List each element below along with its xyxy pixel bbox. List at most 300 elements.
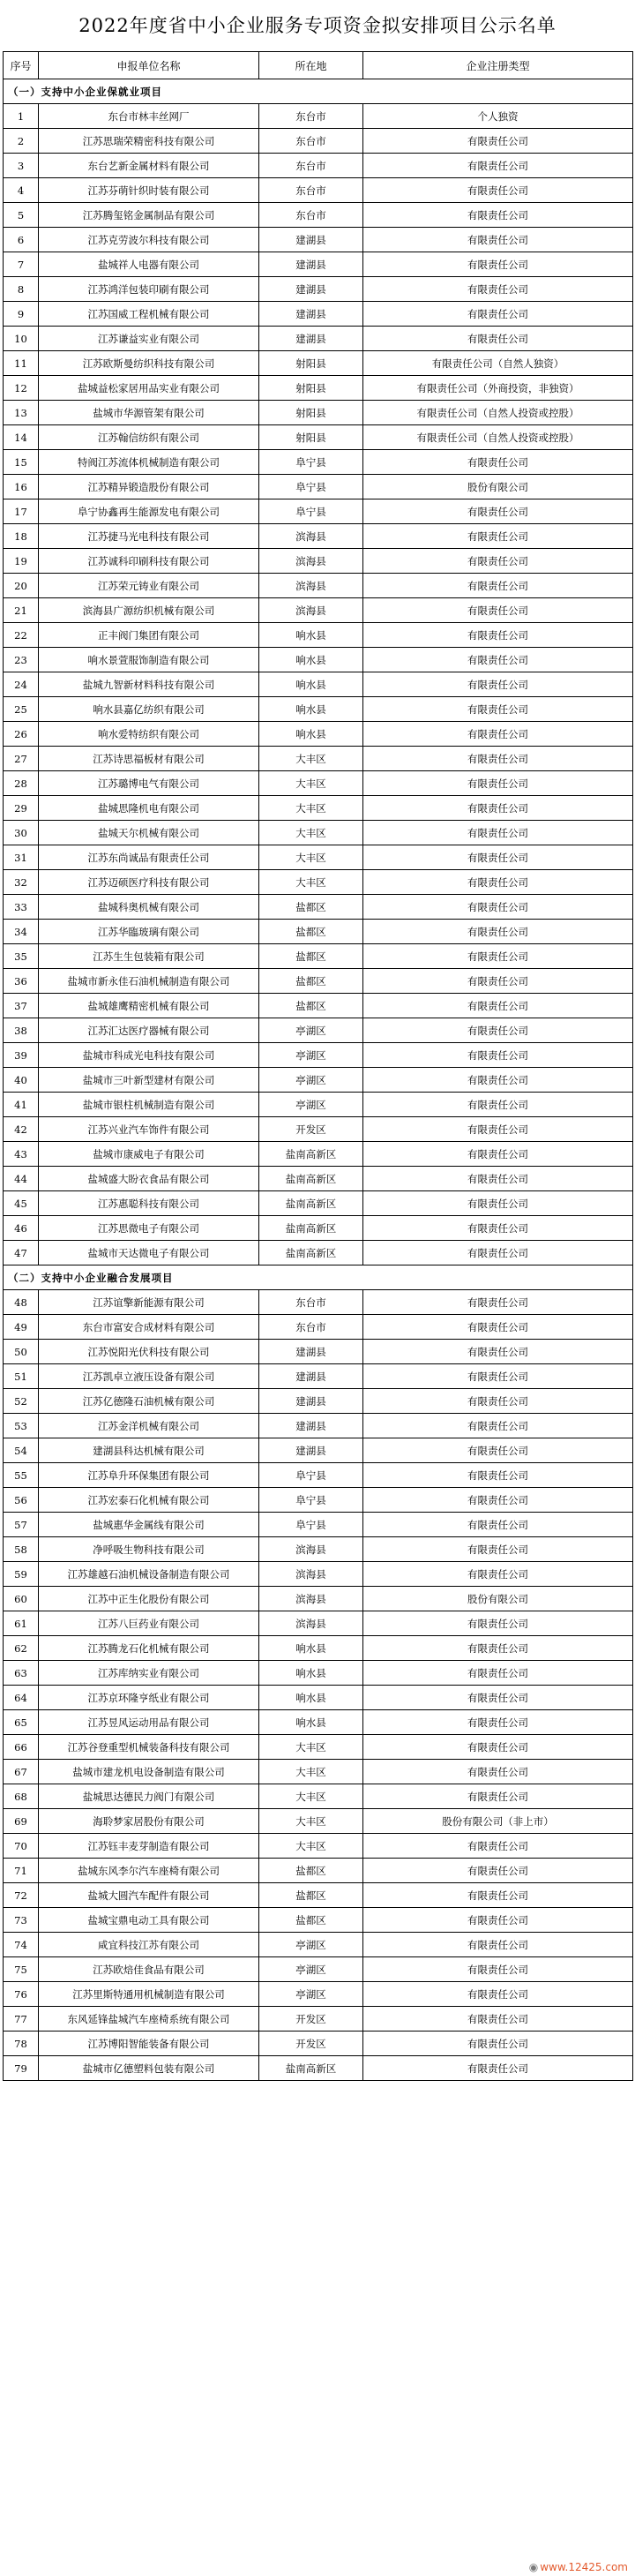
cell-location: 亭湖区 — [259, 1018, 363, 1043]
cell-location: 亭湖区 — [259, 1043, 363, 1068]
cell-type: 有限责任公司 — [363, 722, 633, 747]
table-row — [4, 1093, 633, 1117]
cell-seq: 58 — [4, 1537, 39, 1562]
cell-seq: 10 — [4, 327, 39, 351]
cell-company: 盐城益松家居用品实业有限公司 — [39, 376, 259, 401]
cell-company: 盐城雄鹰精密机械有限公司 — [39, 994, 259, 1018]
cell-company: 江苏中正生化股份有限公司 — [39, 1587, 259, 1611]
cell-seq: 25 — [4, 697, 39, 722]
cell-type: 有限责任公司 — [363, 1241, 633, 1265]
cell-company: 江苏腾玺铭金属制品有限公司 — [39, 203, 259, 228]
cell-location: 建湖县 — [259, 1389, 363, 1414]
cell-location: 东台市 — [259, 129, 363, 154]
table-row — [4, 1068, 633, 1093]
cell-type: 有限责任公司 — [363, 598, 633, 623]
cell-location: 大丰区 — [259, 1809, 363, 1834]
cell-location: 建湖县 — [259, 252, 363, 277]
cell-location: 响水县 — [259, 722, 363, 747]
cell-seq: 1 — [4, 104, 39, 129]
cell-company: 江苏雄越石油机械设备制造有限公司 — [39, 1562, 259, 1587]
cell-seq: 26 — [4, 722, 39, 747]
cell-seq: 34 — [4, 920, 39, 944]
cell-type: 有限责任公司 — [363, 1735, 633, 1760]
cell-seq: 50 — [4, 1340, 39, 1364]
cell-company: 江苏迈硕医疗科技有限公司 — [39, 870, 259, 895]
cell-seq: 77 — [4, 2007, 39, 2032]
table-row — [4, 1364, 633, 1389]
cell-seq: 29 — [4, 796, 39, 821]
cell-seq: 19 — [4, 549, 39, 574]
cell-location: 东台市 — [259, 154, 363, 178]
cell-company: 盐城市华源管架有限公司 — [39, 401, 259, 425]
cell-company: 江苏荣元铸业有限公司 — [39, 574, 259, 598]
cell-seq: 53 — [4, 1414, 39, 1438]
table-row — [4, 425, 633, 450]
cell-company: 江苏鸿洋包装印刷有限公司 — [39, 277, 259, 302]
cell-type: 有限责任公司 — [363, 697, 633, 722]
cell-company: 盐城东风李尔汽车座椅有限公司 — [39, 1859, 259, 1883]
cell-seq: 55 — [4, 1463, 39, 1488]
cell-seq: 47 — [4, 1241, 39, 1265]
cell-company: 江苏国威工程机械有限公司 — [39, 302, 259, 327]
cell-company: 江苏精异锻造股份有限公司 — [39, 475, 259, 499]
cell-company: 盐城市银柱机械制造有限公司 — [39, 1093, 259, 1117]
cell-type: 有限责任公司 — [363, 1340, 633, 1364]
cell-location: 大丰区 — [259, 821, 363, 845]
cell-location: 盐都区 — [259, 920, 363, 944]
cell-seq: 2 — [4, 129, 39, 154]
project-table — [3, 51, 633, 2081]
cell-company: 江苏阜升环保集团有限公司 — [39, 1463, 259, 1488]
cell-company: 江苏欧斯曼纺织科技有限公司 — [39, 351, 259, 376]
section-label: （二）支持中小企业融合发展项目 — [4, 1265, 633, 1290]
cell-company: 江苏八巨药业有限公司 — [39, 1611, 259, 1636]
cell-company: 盐城市亿德塑料包装有限公司 — [39, 2056, 259, 2081]
cell-location: 建湖县 — [259, 277, 363, 302]
table-row — [4, 1933, 633, 1957]
cell-location: 滨海县 — [259, 1587, 363, 1611]
header-location: 所在地 — [259, 52, 363, 79]
cell-type: 有限责任公司 — [363, 1537, 633, 1562]
cell-company: 盐城天尔机械有限公司 — [39, 821, 259, 845]
cell-location: 射阳县 — [259, 376, 363, 401]
table-row — [4, 1784, 633, 1809]
cell-location: 盐南高新区 — [259, 1241, 363, 1265]
cell-seq: 44 — [4, 1167, 39, 1191]
cell-company: 江苏欧焙佳食品有限公司 — [39, 1957, 259, 1982]
cell-company: 江苏亿德隆石油机械有限公司 — [39, 1389, 259, 1414]
cell-type: 有限责任公司 — [363, 1389, 633, 1414]
cell-company: 江苏钰丰麦芽制造有限公司 — [39, 1834, 259, 1859]
cell-type: 有限责任公司 — [363, 747, 633, 771]
cell-seq: 39 — [4, 1043, 39, 1068]
cell-location: 亭湖区 — [259, 1957, 363, 1982]
table-row — [4, 2032, 633, 2056]
cell-type: 有限责任公司 — [363, 796, 633, 821]
cell-seq: 64 — [4, 1686, 39, 1710]
cell-type: 有限责任公司 — [363, 154, 633, 178]
table-row — [4, 1414, 633, 1438]
table-row — [4, 994, 633, 1018]
table-row — [4, 1611, 633, 1636]
cell-company: 东台市富安合成材料有限公司 — [39, 1315, 259, 1340]
table-row — [4, 944, 633, 969]
table-row — [4, 1117, 633, 1142]
cell-location: 东台市 — [259, 1290, 363, 1315]
cell-type: 有限责任公司 — [363, 1043, 633, 1068]
cell-location: 大丰区 — [259, 1735, 363, 1760]
cell-location: 大丰区 — [259, 796, 363, 821]
table-row — [4, 1735, 633, 1760]
cell-location: 阜宁县 — [259, 1488, 363, 1513]
cell-company: 江苏诗思福板材有限公司 — [39, 747, 259, 771]
header-seq: 序号 — [4, 52, 39, 79]
cell-type: 个人独资 — [363, 104, 633, 129]
cell-company: 盐城惠华金属线有限公司 — [39, 1513, 259, 1537]
cell-company: 盐城祥人电器有限公司 — [39, 252, 259, 277]
cell-type: 有限责任公司 — [363, 129, 633, 154]
table-row — [4, 747, 633, 771]
cell-seq: 16 — [4, 475, 39, 499]
cell-location: 盐南高新区 — [259, 1216, 363, 1241]
cell-seq: 24 — [4, 672, 39, 697]
cell-seq: 6 — [4, 228, 39, 252]
cell-location: 建湖县 — [259, 228, 363, 252]
cell-company: 滨海县广源纺织机械有限公司 — [39, 598, 259, 623]
cell-seq: 56 — [4, 1488, 39, 1513]
cell-type: 有限责任公司 — [363, 1315, 633, 1340]
cell-seq: 18 — [4, 524, 39, 549]
table-row — [4, 895, 633, 920]
cell-type: 有限责任公司 — [363, 870, 633, 895]
cell-type: 有限责任公司 — [363, 1093, 633, 1117]
table-row — [4, 1389, 633, 1414]
cell-seq: 67 — [4, 1760, 39, 1784]
cell-company: 盐城市三叶新型建材有限公司 — [39, 1068, 259, 1093]
cell-company: 海聆梦家居股份有限公司 — [39, 1809, 259, 1834]
cell-location: 响水县 — [259, 1636, 363, 1661]
cell-seq: 3 — [4, 154, 39, 178]
cell-seq: 27 — [4, 747, 39, 771]
cell-seq: 45 — [4, 1191, 39, 1216]
cell-company: 江苏凯卓立液压设备有限公司 — [39, 1364, 259, 1389]
cell-seq: 32 — [4, 870, 39, 895]
cell-seq: 54 — [4, 1438, 39, 1463]
cell-type: 有限责任公司 — [363, 1216, 633, 1241]
cell-location: 建湖县 — [259, 1414, 363, 1438]
cell-company: 江苏昱风运动用品有限公司 — [39, 1710, 259, 1735]
table-body — [4, 52, 633, 2081]
cell-seq: 21 — [4, 598, 39, 623]
cell-company: 江苏博阳智能装备有限公司 — [39, 2032, 259, 2056]
cell-seq: 43 — [4, 1142, 39, 1167]
cell-company: 盐城市新永佳石油机械制造有限公司 — [39, 969, 259, 994]
cell-location: 阜宁县 — [259, 1463, 363, 1488]
cell-company: 江苏东尚诚品有限责任公司 — [39, 845, 259, 870]
cell-seq: 65 — [4, 1710, 39, 1735]
table-row — [4, 401, 633, 425]
table-row — [4, 475, 633, 499]
cell-company: 响水爱特纺织有限公司 — [39, 722, 259, 747]
cell-type: 有限责任公司 — [363, 1661, 633, 1686]
table-row — [4, 228, 633, 252]
cell-seq: 46 — [4, 1216, 39, 1241]
cell-type: 股份有限公司 — [363, 1587, 633, 1611]
cell-type: 有限责任公司 — [363, 623, 633, 648]
cell-type: 有限责任公司 — [363, 1167, 633, 1191]
table-row — [4, 1957, 633, 1982]
cell-seq: 7 — [4, 252, 39, 277]
cell-type: 有限责任公司 — [363, 1834, 633, 1859]
cell-company: 咸宜科技江苏有限公司 — [39, 1933, 259, 1957]
table-row — [4, 1438, 633, 1463]
table-row — [4, 1315, 633, 1340]
cell-location: 建湖县 — [259, 1364, 363, 1389]
cell-type: 有限责任公司 — [363, 1290, 633, 1315]
cell-seq: 62 — [4, 1636, 39, 1661]
cell-location: 盐都区 — [259, 944, 363, 969]
cell-location: 亭湖区 — [259, 1933, 363, 1957]
cell-location: 滨海县 — [259, 1537, 363, 1562]
cell-location: 滨海县 — [259, 1611, 363, 1636]
cell-type: 有限责任公司 — [363, 327, 633, 351]
table-row — [4, 1340, 633, 1364]
cell-company: 江苏生生包装箱有限公司 — [39, 944, 259, 969]
table-row — [4, 1562, 633, 1587]
cell-seq: 69 — [4, 1809, 39, 1834]
cell-company: 盐城科奥机械有限公司 — [39, 895, 259, 920]
cell-company: 盐城大圆汽车配件有限公司 — [39, 1883, 259, 1908]
cell-type: 有限责任公司 — [363, 252, 633, 277]
cell-type: 有限责任公司 — [363, 228, 633, 252]
table-row — [4, 722, 633, 747]
table-row — [4, 351, 633, 376]
cell-seq: 31 — [4, 845, 39, 870]
cell-company: 江苏翰信纺织有限公司 — [39, 425, 259, 450]
cell-location: 大丰区 — [259, 845, 363, 870]
cell-seq: 73 — [4, 1908, 39, 1933]
cell-seq: 63 — [4, 1661, 39, 1686]
cell-company: 江苏捷马光电科技有限公司 — [39, 524, 259, 549]
table-row — [4, 1537, 633, 1562]
table-row — [4, 771, 633, 796]
cell-seq: 59 — [4, 1562, 39, 1587]
cell-type: 有限责任公司 — [363, 1463, 633, 1488]
cell-location: 射阳县 — [259, 351, 363, 376]
table-row — [4, 1834, 633, 1859]
cell-seq: 79 — [4, 2056, 39, 2081]
table-row — [4, 796, 633, 821]
cell-type: 有限责任公司 — [363, 1859, 633, 1883]
cell-type: 有限责任公司 — [363, 969, 633, 994]
cell-location: 响水县 — [259, 1661, 363, 1686]
table-row — [4, 598, 633, 623]
cell-seq: 49 — [4, 1315, 39, 1340]
table-row — [4, 1513, 633, 1537]
cell-type: 有限责任公司 — [363, 1611, 633, 1636]
cell-seq: 52 — [4, 1389, 39, 1414]
cell-company: 阜宁协鑫再生能源发电有限公司 — [39, 499, 259, 524]
cell-company: 东风延锋盐城汽车座椅系统有限公司 — [39, 2007, 259, 2032]
cell-company: 正丰阀门集团有限公司 — [39, 623, 259, 648]
cell-type: 有限责任公司 — [363, 994, 633, 1018]
cell-seq: 28 — [4, 771, 39, 796]
cell-type: 有限责任公司 — [363, 524, 633, 549]
table-row — [4, 1463, 633, 1488]
cell-seq: 57 — [4, 1513, 39, 1537]
cell-location: 建湖县 — [259, 302, 363, 327]
table-row — [4, 1191, 633, 1216]
cell-type: 有限责任公司（自然人投资或控股） — [363, 401, 633, 425]
cell-location: 响水县 — [259, 623, 363, 648]
cell-type: 股份有限公司（非上市） — [363, 1809, 633, 1834]
cell-location: 大丰区 — [259, 1760, 363, 1784]
table-row — [4, 969, 633, 994]
cell-location: 滨海县 — [259, 524, 363, 549]
cell-company: 江苏诚科印刷科技有限公司 — [39, 549, 259, 574]
table-row — [4, 1290, 633, 1315]
cell-type: 有限责任公司 — [363, 277, 633, 302]
cell-type: 有限责任公司 — [363, 1513, 633, 1537]
table-row — [4, 376, 633, 401]
cell-seq: 70 — [4, 1834, 39, 1859]
cell-company: 江苏悦阳光伏科技有限公司 — [39, 1340, 259, 1364]
cell-seq: 71 — [4, 1859, 39, 1883]
table-row — [4, 1661, 633, 1686]
cell-seq: 8 — [4, 277, 39, 302]
cell-seq: 15 — [4, 450, 39, 475]
page-title: 2022年度省中小企业服务专项资金拟安排项目公示名单 — [78, 15, 557, 36]
cell-type: 有限责任公司 — [363, 771, 633, 796]
section-label: （一）支持中小企业保就业项目 — [4, 79, 633, 104]
cell-company: 盐城九智新材料科技有限公司 — [39, 672, 259, 697]
cell-location: 响水县 — [259, 697, 363, 722]
cell-company: 响水景萱服饰制造有限公司 — [39, 648, 259, 672]
cell-type: 有限责任公司 — [363, 1883, 633, 1908]
cell-location: 建湖县 — [259, 327, 363, 351]
cell-location: 盐都区 — [259, 994, 363, 1018]
cell-seq: 48 — [4, 1290, 39, 1315]
cell-seq: 22 — [4, 623, 39, 648]
cell-company: 特阀江苏流体机械制造有限公司 — [39, 450, 259, 475]
cell-seq: 17 — [4, 499, 39, 524]
cell-company: 江苏谊擎新能源有限公司 — [39, 1290, 259, 1315]
table-row — [4, 1043, 633, 1068]
cell-company: 江苏惠聪科技有限公司 — [39, 1191, 259, 1216]
table-row — [4, 1982, 633, 2007]
cell-location: 响水县 — [259, 648, 363, 672]
table-row — [4, 623, 633, 648]
cell-type: 有限责任公司 — [363, 1982, 633, 2007]
cell-seq: 4 — [4, 178, 39, 203]
table-row — [4, 648, 633, 672]
cell-location: 亭湖区 — [259, 1982, 363, 2007]
cell-type: 有限责任公司 — [363, 302, 633, 327]
cell-type: 有限责任公司 — [363, 1191, 633, 1216]
cell-seq: 5 — [4, 203, 39, 228]
cell-location: 滨海县 — [259, 598, 363, 623]
section-header-row — [4, 79, 633, 104]
cell-company: 江苏璐博电气有限公司 — [39, 771, 259, 796]
cell-type: 有限责任公司 — [363, 895, 633, 920]
cell-seq: 42 — [4, 1117, 39, 1142]
cell-type: 有限责任公司 — [363, 1686, 633, 1710]
cell-type: 有限责任公司（自然人投资或控股） — [363, 425, 633, 450]
watermark-logo-icon: ◉ — [528, 2561, 539, 2573]
cell-company: 盐城市科成光电科技有限公司 — [39, 1043, 259, 1068]
cell-type: 有限责任公司 — [363, 1364, 633, 1389]
cell-location: 建湖县 — [259, 1438, 363, 1463]
cell-location: 大丰区 — [259, 1784, 363, 1809]
cell-location: 盐都区 — [259, 1859, 363, 1883]
cell-company: 净呼吸生物科技有限公司 — [39, 1537, 259, 1562]
table-row — [4, 672, 633, 697]
cell-company: 盐城市天达微电子有限公司 — [39, 1241, 259, 1265]
cell-company: 盐城市建龙机电设备制造有限公司 — [39, 1760, 259, 1784]
header-company: 申报单位名称 — [39, 52, 259, 79]
cell-seq: 41 — [4, 1093, 39, 1117]
table-row — [4, 302, 633, 327]
cell-location: 开发区 — [259, 1117, 363, 1142]
cell-seq: 20 — [4, 574, 39, 598]
cell-seq: 60 — [4, 1587, 39, 1611]
cell-location: 盐都区 — [259, 1883, 363, 1908]
cell-company: 江苏京环隆亨纸业有限公司 — [39, 1686, 259, 1710]
cell-location: 盐南高新区 — [259, 2056, 363, 2081]
table-row — [4, 104, 633, 129]
cell-type: 有限责任公司 — [363, 1068, 633, 1093]
cell-location: 建湖县 — [259, 1340, 363, 1364]
cell-company: 江苏思瑞荣精密科技有限公司 — [39, 129, 259, 154]
cell-location: 阜宁县 — [259, 475, 363, 499]
table-row — [4, 2007, 633, 2032]
cell-type: 有限责任公司 — [363, 1488, 633, 1513]
cell-type: 有限责任公司 — [363, 1933, 633, 1957]
cell-company: 东台艺新金属材料有限公司 — [39, 154, 259, 178]
table-row — [4, 920, 633, 944]
cell-seq: 75 — [4, 1957, 39, 1982]
watermark-text: www.12425.com — [540, 2561, 628, 2573]
cell-type: 有限责任公司 — [363, 1908, 633, 1933]
cell-type: 有限责任公司 — [363, 1117, 633, 1142]
cell-company: 江苏金洋机械有限公司 — [39, 1414, 259, 1438]
cell-location: 亭湖区 — [259, 1068, 363, 1093]
cell-location: 大丰区 — [259, 870, 363, 895]
table-row — [4, 1636, 633, 1661]
cell-location: 盐都区 — [259, 1908, 363, 1933]
cell-company: 江苏谷登重型机械装备科技有限公司 — [39, 1735, 259, 1760]
table-row — [4, 697, 633, 722]
table-row — [4, 1686, 633, 1710]
cell-company: 江苏腾龙石化机械有限公司 — [39, 1636, 259, 1661]
cell-type: 有限责任公司 — [363, 549, 633, 574]
table-row — [4, 1760, 633, 1784]
cell-seq: 33 — [4, 895, 39, 920]
cell-type: 有限责任公司 — [363, 1760, 633, 1784]
cell-location: 盐都区 — [259, 895, 363, 920]
cell-type: 有限责任公司 — [363, 845, 633, 870]
cell-seq: 38 — [4, 1018, 39, 1043]
cell-seq: 76 — [4, 1982, 39, 2007]
cell-seq: 40 — [4, 1068, 39, 1093]
cell-seq: 66 — [4, 1735, 39, 1760]
table-row — [4, 129, 633, 154]
cell-company: 响水县嘉亿纺织有限公司 — [39, 697, 259, 722]
cell-seq: 11 — [4, 351, 39, 376]
cell-seq: 30 — [4, 821, 39, 845]
cell-company: 盐城思达德民力阀门有限公司 — [39, 1784, 259, 1809]
cell-type: 有限责任公司 — [363, 574, 633, 598]
